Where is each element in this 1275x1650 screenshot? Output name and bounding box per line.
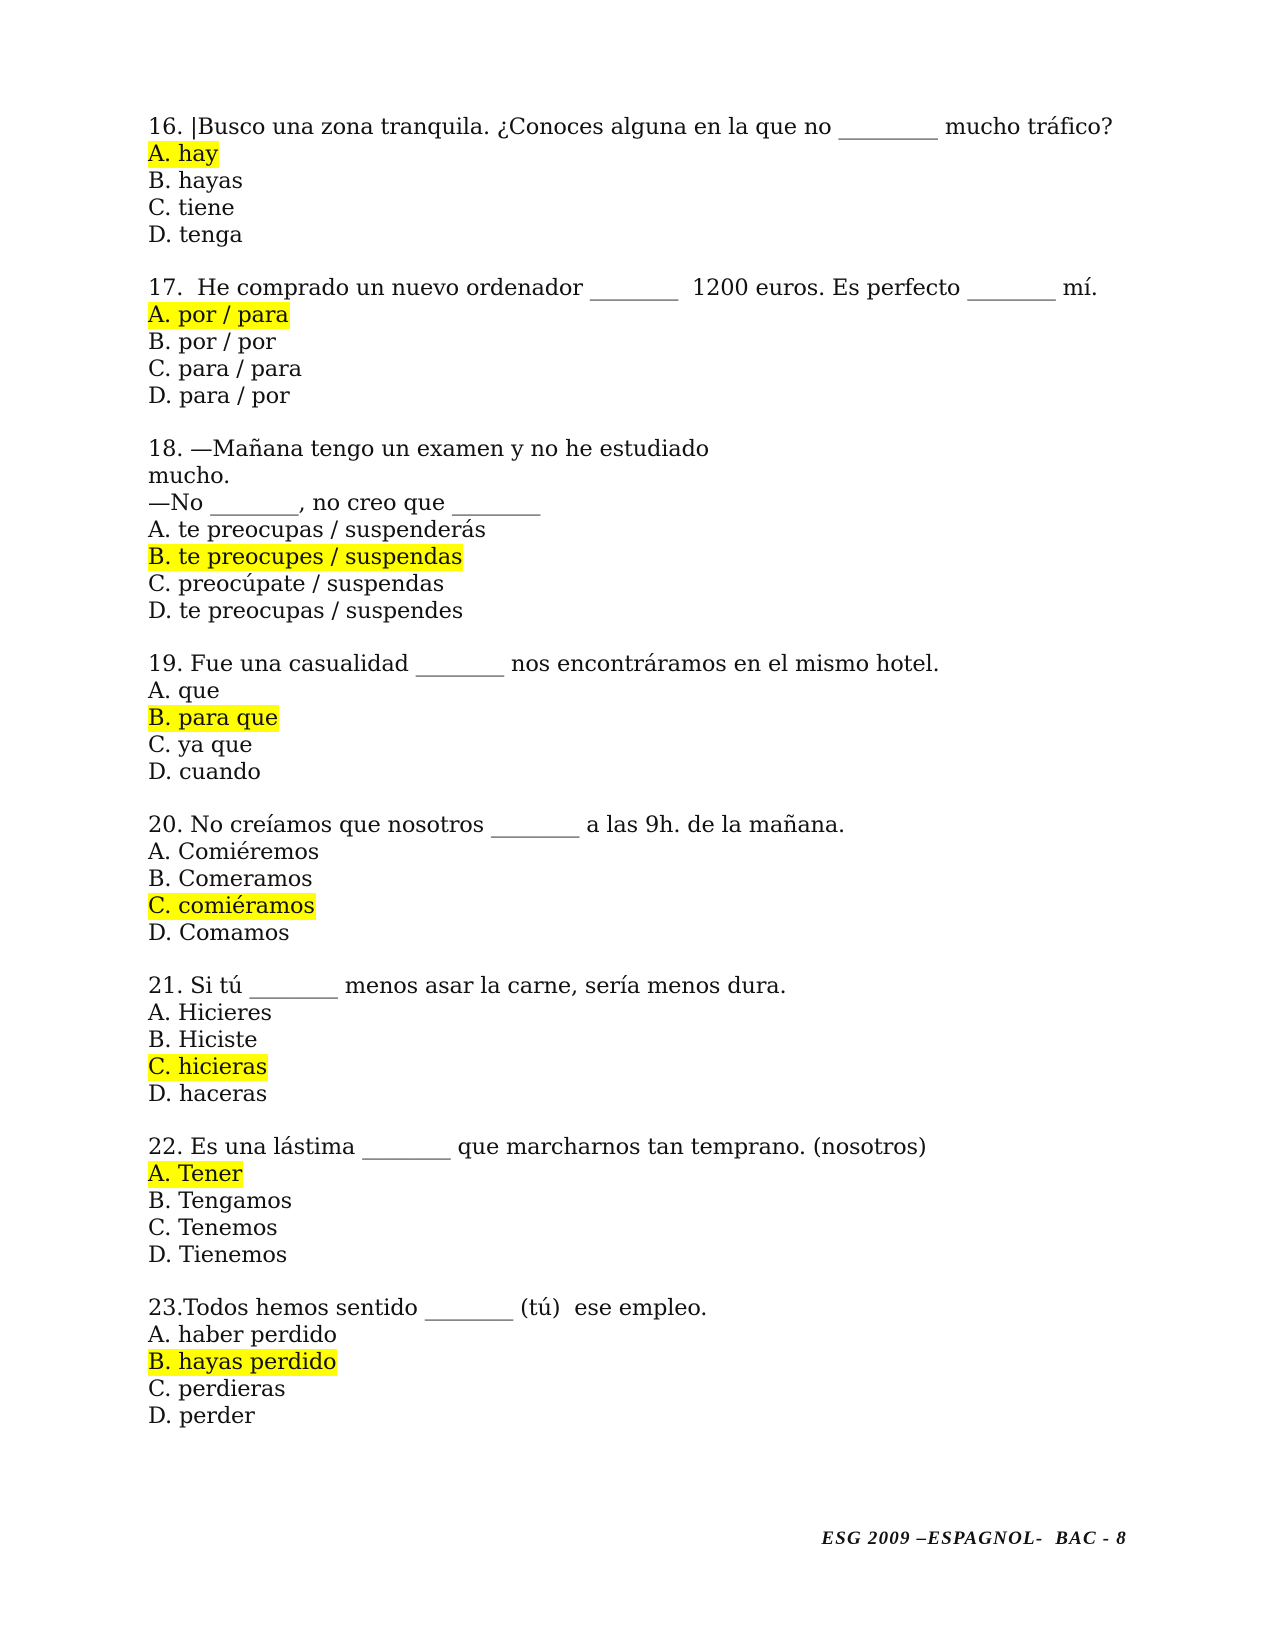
question-list xyxy=(148,114,1148,1430)
answer-option-label: C. hicieras xyxy=(148,1054,268,1080)
answer-option xyxy=(148,383,1148,410)
answer-option xyxy=(148,1081,1148,1108)
answer-option xyxy=(148,920,1148,947)
answer-option-label: C. para / para xyxy=(148,356,302,382)
answer-option xyxy=(148,195,1148,222)
question-text: 16. |Busco una zona tranquila. ¿Conoces alguna en la que no _________ mucho tráfico? xyxy=(148,114,1113,140)
answer-option xyxy=(148,1000,1148,1027)
question-text: mucho. xyxy=(148,463,231,489)
answer-option xyxy=(148,598,1148,625)
question-text: 20. No creíamos que nosotros ________ a las 9h. de la mañana. xyxy=(148,812,846,838)
answer-option xyxy=(148,356,1148,383)
answer-option-label: A. que xyxy=(148,678,220,704)
answer-option-label: B. Hiciste xyxy=(148,1027,258,1053)
answer-option-label: A. Comiéremos xyxy=(148,839,320,865)
answer-option xyxy=(148,1322,1148,1349)
question-text: 19. Fue una casualidad ________ nos encontráramos en el mismo hotel. xyxy=(148,651,940,677)
answer-option-label: D. Comamos xyxy=(148,920,290,946)
question-block xyxy=(148,973,1148,1108)
answer-option xyxy=(148,1242,1148,1269)
answer-option xyxy=(148,517,1148,544)
question-text: 22. Es una lástima ________ que marcharnos tan temprano. (nosotros) xyxy=(148,1134,927,1160)
answer-option xyxy=(148,571,1148,598)
answer-option-label: D. Tienemos xyxy=(148,1242,288,1268)
answer-option-label: A. por / para xyxy=(148,302,289,328)
answer-option-label: A. te preocupas / suspenderás xyxy=(148,517,486,543)
question-text: 17. He comprado un nuevo ordenador ________ 1200 euros. Es perfecto ________ mí. xyxy=(148,275,1098,301)
answer-option-label: A. Tener xyxy=(148,1161,243,1187)
answer-option xyxy=(148,759,1148,786)
answer-option-label: D. te preocupas / suspendes xyxy=(148,598,464,624)
answer-option xyxy=(148,678,1148,705)
question-block xyxy=(148,114,1148,249)
answer-option xyxy=(148,1188,1148,1215)
question-block xyxy=(148,275,1148,410)
answer-option-label: B. Tengamos xyxy=(148,1188,292,1214)
answer-option-label: C. tiene xyxy=(148,195,235,221)
answer-option-label: C. perdieras xyxy=(148,1376,286,1402)
question-text: 18. —Mañana tengo un examen y no he estudiado xyxy=(148,436,710,462)
answer-option-label: B. te preocupes / suspendas xyxy=(148,544,463,570)
answer-option xyxy=(148,1027,1148,1054)
answer-option-label: A. haber perdido xyxy=(148,1322,337,1348)
answer-option-label: C. Tenemos xyxy=(148,1215,278,1241)
answer-option-label: B. hayas xyxy=(148,168,243,194)
question-text: 21. Si tú ________ menos asar la carne, sería menos dura. xyxy=(148,973,787,999)
answer-option-label: C. ya que xyxy=(148,732,253,758)
answer-option-label: A. Hicieres xyxy=(148,1000,272,1026)
answer-option-label: D. perder xyxy=(148,1403,255,1429)
answer-option xyxy=(148,1376,1148,1403)
answer-option-label: B. por / por xyxy=(148,329,276,355)
answer-option-label: D. para / por xyxy=(148,383,290,409)
question-block xyxy=(148,436,1148,625)
answer-option-label: C. comiéramos xyxy=(148,893,315,919)
answer-option xyxy=(148,1403,1148,1430)
answer-option-highlighted xyxy=(148,1161,1148,1188)
answer-option-label: D. cuando xyxy=(148,759,261,785)
question-block xyxy=(148,1295,1148,1430)
answer-option xyxy=(148,168,1148,195)
answer-option xyxy=(148,222,1148,249)
answer-option-label: B. Comeramos xyxy=(148,866,313,892)
answer-option xyxy=(148,732,1148,759)
answer-option-highlighted xyxy=(148,705,1148,732)
page-footer: ESG 2009 –ESPAGNOL- BAC - 8 xyxy=(821,1528,1127,1549)
answer-option-label: D. haceras xyxy=(148,1081,268,1107)
answer-option xyxy=(148,839,1148,866)
answer-option-label: B. para que xyxy=(148,705,278,731)
question-block xyxy=(148,651,1148,786)
answer-option-highlighted xyxy=(148,1349,1148,1376)
answer-option-label: C. preocúpate / suspendas xyxy=(148,571,445,597)
answer-option xyxy=(148,1215,1148,1242)
answer-option-label: D. tenga xyxy=(148,222,243,248)
answer-option xyxy=(148,329,1148,356)
answer-option-label: B. hayas perdido xyxy=(148,1349,337,1375)
answer-option-highlighted xyxy=(148,1054,1148,1081)
answer-option-highlighted xyxy=(148,302,1148,329)
question-text: 23.Todos hemos sentido ________ (tú) ese empleo. xyxy=(148,1295,708,1321)
question-block xyxy=(148,1134,1148,1269)
answer-option-highlighted xyxy=(148,141,1148,168)
exam-page xyxy=(148,114,1148,1456)
question-text: —No ________, no creo que ________ xyxy=(148,490,541,516)
answer-option-label: A. hay xyxy=(148,141,218,167)
answer-option-highlighted xyxy=(148,544,1148,571)
answer-option xyxy=(148,866,1148,893)
answer-option-highlighted xyxy=(148,893,1148,920)
question-block xyxy=(148,812,1148,947)
